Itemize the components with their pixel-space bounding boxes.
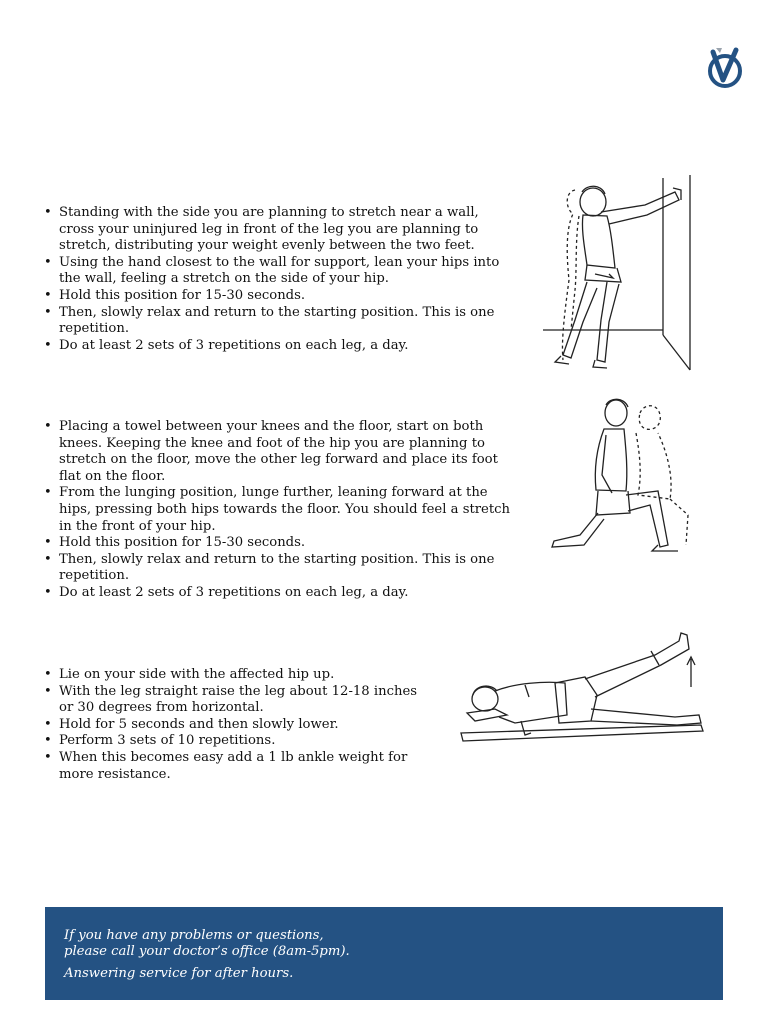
list-item: • Hold for 5 seconds and then slowly lower. bbox=[42, 717, 422, 734]
exercise-3-steps bbox=[42, 667, 422, 783]
list-item: • Do at least 2 sets of 3 repetitions on each leg, a day. bbox=[42, 338, 512, 355]
kneeling-lunge-hip-flexor-stretch-illustration bbox=[540, 395, 705, 555]
list-item: • Lie on your side with the affected hip up. bbox=[42, 667, 422, 684]
list-item: • From the lunging position, lunge further, leaning forward at the hips, pressing both hips towards the floor. You should feel a stretch in the front of your hip. bbox=[42, 485, 517, 535]
list-item: • Do at least 2 sets of 3 repetitions on each leg, a day. bbox=[42, 585, 517, 602]
list-item: • Using the hand closest to the wall for support, lean your hips into the wall, feeling a stretch on the side of your hip. bbox=[42, 255, 512, 288]
list-item: • Standing with the side you are planning to stretch near a wall, cross your uninjured leg in front of the leg you are planning to stretch, distributing your weight evenly between the two feet. bbox=[42, 205, 512, 255]
list-item: • Then, slowly relax and return to the starting position. This is one repetition. bbox=[42, 552, 517, 585]
standing-wall-hip-stretch-illustration bbox=[535, 170, 700, 375]
exercise-1-steps bbox=[42, 205, 512, 354]
footer-line-answering-service: Answering service for after hours. bbox=[64, 966, 294, 981]
exercise-3-instructions bbox=[42, 667, 422, 783]
side-lying-leg-raise-illustration bbox=[455, 625, 740, 760]
footer-line-problems: If you have any problems or questions, bbox=[64, 928, 324, 943]
exercise-1-instructions bbox=[42, 205, 512, 354]
contact-footer-banner bbox=[45, 907, 723, 1000]
list-item: • When this becomes easy add a 1 lb ankle weight for more resistance. bbox=[42, 750, 422, 783]
checkmark-v-logo-icon bbox=[702, 44, 748, 92]
list-item: • Hold this position for 15-30 seconds. bbox=[42, 535, 517, 552]
footer-line-call-office: please call your doctor’s office (8am-5pm). bbox=[64, 944, 350, 959]
list-item: • Placing a towel between your knees and the floor, start on both knees. Keeping the knee and foot of the hip you are planning to stretch on the floor, move the other leg forward and place its foot flat on the floor. bbox=[42, 419, 517, 485]
exercise-2-steps bbox=[42, 419, 517, 602]
list-item: • With the leg straight raise the leg about 12-18 inches or 30 degrees from horizontal. bbox=[42, 684, 422, 717]
list-item: • Perform 3 sets of 10 repetitions. bbox=[42, 733, 422, 750]
list-item: • Hold this position for 15-30 seconds. bbox=[42, 288, 512, 305]
exercise-2-instructions bbox=[42, 419, 517, 602]
list-item: • Then, slowly relax and return to the starting position. This is one repetition. bbox=[42, 305, 512, 338]
